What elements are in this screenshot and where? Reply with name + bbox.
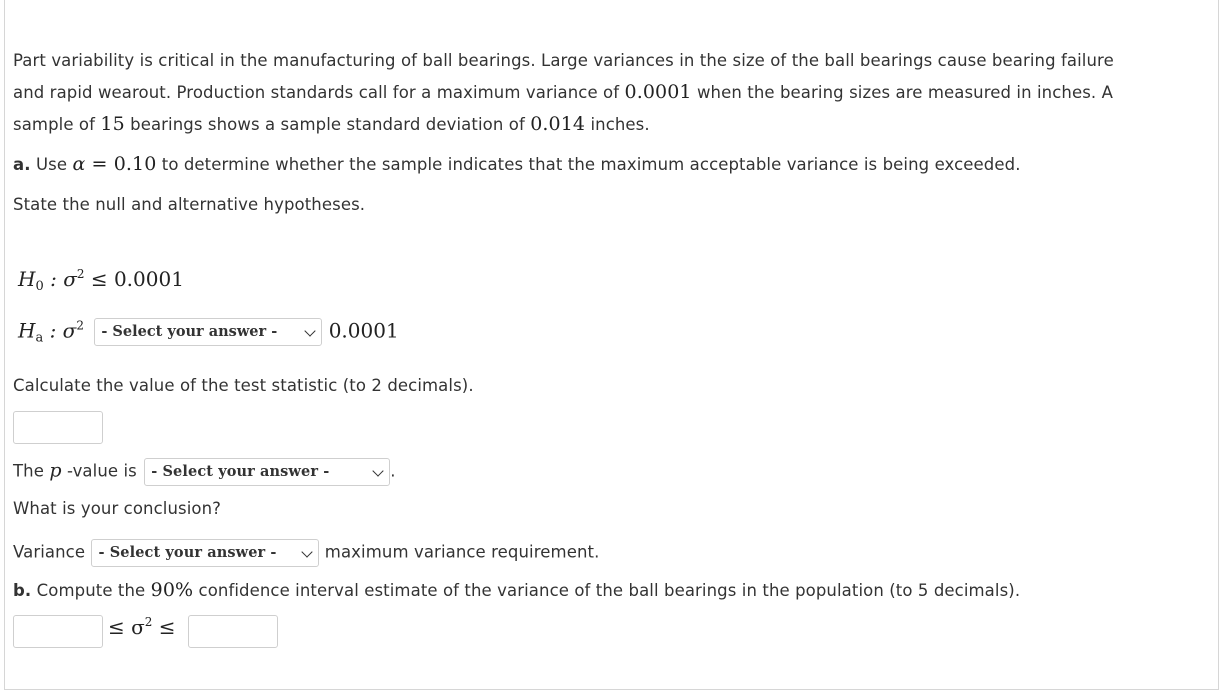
part-b-line [13, 579, 1020, 601]
alpha-value: 0.10 [113, 153, 157, 175]
ha-letter: H [18, 318, 36, 343]
alternative-hypothesis [18, 318, 399, 346]
problem-text-3a: sample of [13, 115, 101, 134]
conclusion-prompt: What is your conclusion? [13, 499, 221, 518]
h0-sigma: : σ [43, 267, 77, 291]
part-a-label: a. [13, 155, 31, 174]
problem-line-3 [13, 113, 650, 135]
p-value-end: . [390, 461, 396, 481]
confidence-level: 90% [150, 579, 194, 601]
p-value-pre: The [13, 461, 50, 481]
ha-value: 0.0001 [328, 318, 399, 343]
p-symbol: p [49, 459, 62, 482]
h0-letter: H [18, 267, 36, 291]
ha-sigma: : σ [43, 318, 77, 343]
test-statistic-input[interactable] [13, 411, 103, 444]
ci-sigma: ≤ σ [108, 615, 145, 639]
part-a-line [13, 153, 1021, 175]
h0-superscript: 2 [76, 267, 85, 281]
sample-sd-value: 0.014 [530, 113, 586, 135]
conclusion-line [13, 539, 599, 567]
chevron-down-icon [373, 465, 384, 476]
part-a-text-pre: Use [30, 155, 73, 174]
part-b-text-post: confidence interval estimate of the variance of the ball bearings in the population (to 5 decimals). [193, 581, 1021, 600]
ha-superscript: 2 [76, 318, 84, 333]
ci-inequality [108, 615, 176, 639]
p-value-select-label: - Select your answer - [151, 463, 330, 480]
p-value-post: -value is [61, 461, 137, 481]
test-statistic-prompt: Calculate the value of the test statistic (to 2 decimals). [13, 376, 474, 395]
alpha-equals: = [85, 153, 114, 175]
max-variance-value: 0.0001 [624, 81, 692, 103]
ha-select-label: - Select your answer - [101, 323, 278, 340]
problem-line-2 [13, 81, 1113, 103]
part-b-label: b. [13, 581, 32, 600]
null-hypothesis [18, 267, 184, 294]
chevron-down-icon [302, 546, 313, 557]
part-a-text-post: to determine whether the sample indicates that the maximum acceptable variance is being exceeded. [156, 155, 1021, 174]
problem-text-2a: and rapid wearout. Production standards call for a maximum variance of [13, 83, 625, 102]
p-value-select[interactable] [144, 458, 390, 486]
problem-line-1 [13, 51, 1114, 70]
p-value-line [13, 458, 396, 486]
ha-relation-select[interactable] [94, 318, 322, 346]
problem-text-3c: inches. [585, 115, 650, 134]
ci-superscript: 2 [144, 615, 153, 629]
chevron-down-icon [305, 325, 316, 336]
ha-subscript: a [35, 330, 44, 346]
h0-subscript: 0 [35, 279, 44, 294]
problem-text-2b: when the bearing sizes are measured in inches. A [691, 83, 1113, 102]
ci-upper-input[interactable] [188, 615, 278, 648]
problem-text-3b: bearings shows a sample standard deviation of [124, 115, 531, 134]
hypotheses-prompt: State the null and alternative hypotheses. [13, 195, 366, 214]
conclusion-post: maximum variance requirement. [324, 542, 600, 562]
conclusion-pre: Variance [13, 542, 86, 562]
sample-size-value: 15 [100, 113, 125, 135]
problem-text-1: Part variability is critical in the manufacturing of ball bearings. Large variances in the size of the ball bearings cause bearing failure [13, 51, 1114, 70]
part-b-text-pre: Compute the [31, 581, 151, 600]
conclusion-select[interactable] [91, 539, 319, 567]
alpha-symbol: α [72, 153, 86, 175]
h0-relation: ≤ 0.0001 [84, 267, 184, 291]
ci-le: ≤ [152, 615, 176, 639]
conclusion-select-label: - Select your answer - [98, 544, 277, 561]
ci-lower-input[interactable] [13, 615, 103, 648]
